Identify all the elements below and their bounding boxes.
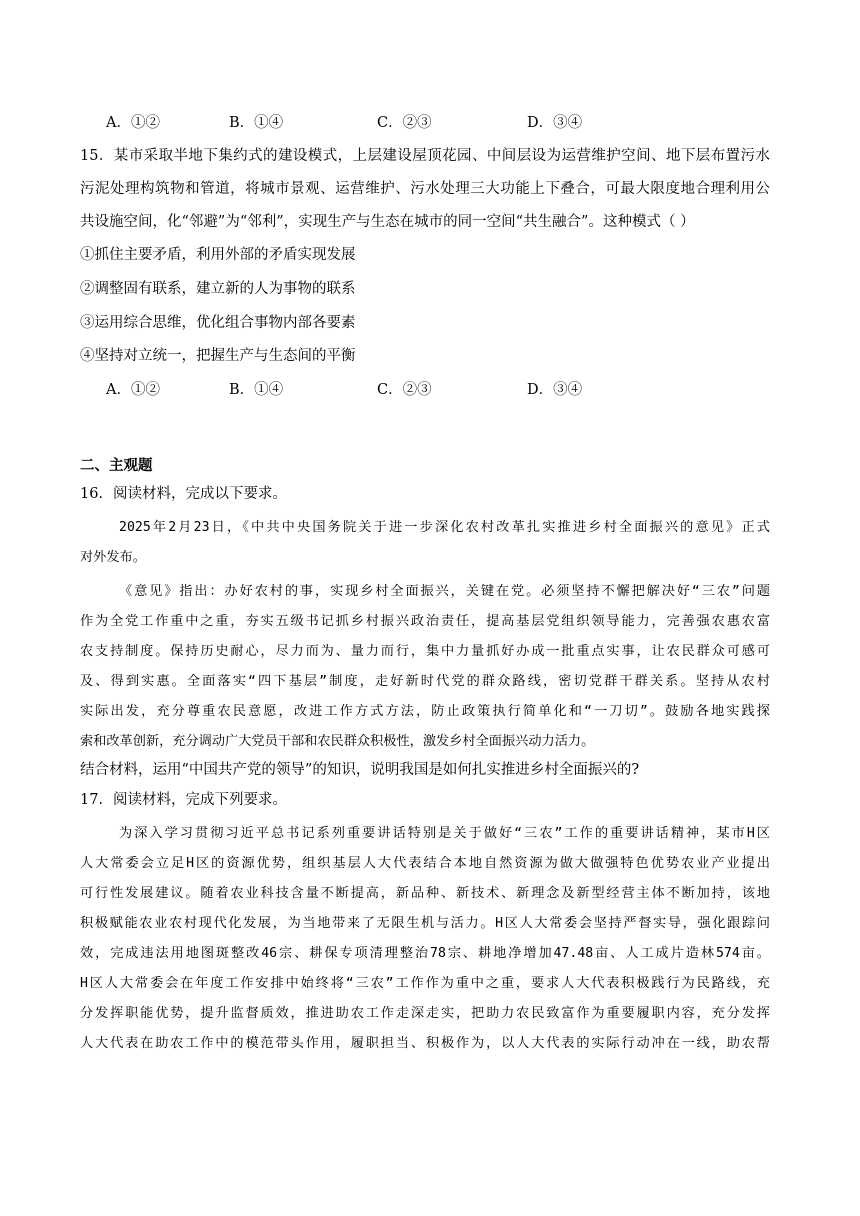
q16-para2-line-3: 农支持制度。保持历史耐心，尽力而为、量力而行，集中力量抓好办成一批重点实事，让农民群众可感可 [80, 644, 770, 659]
q15-option-d[interactable]: D．③④ [527, 382, 583, 398]
q16-question: 结合材料，运用“中国共产党的领导”的知识，说明我国是如何扎实推进乡村全面振兴的? [80, 762, 640, 778]
q15-option-b[interactable]: B．①④ [229, 382, 284, 398]
q16-para2-line-1: 《意见》指出：办好农村的事，实现乡村全面振兴，关键在党。必须坚持不懈把解决好“三农”问题 [119, 584, 770, 599]
q16-para2-line-2: 作为全党工作重中之重，夯实五级书记抓乡村振兴政治责任，提高基层党组织领导能力，完善强农惠农富 [80, 614, 770, 629]
q17-para-line-3: 可行性发展建议。随着农业科技含量不断提高，新品种、新技术、新理念及新型经营主体不断加持，该地 [80, 886, 770, 901]
q15-statement-1: ①抓住主要矛盾，利用外部的矛盾实现发展 [80, 247, 356, 263]
q17-para-line-6: H区人大常委会在年度工作安排中始终将“三农”工作作为重中之重，要求人大代表积极践行为民路线，充 [80, 976, 770, 991]
q17-para-line-8: 人大代表在助农工作中的模范带头作用，履职担当、积极作为，以人大代表的实际行动冲在一线，助农帮 [80, 1036, 770, 1051]
q16-prompt: 16．阅读材料，完成以下要求。 [80, 486, 287, 502]
q17-para-line-1: 为深入学习贯彻习近平总书记系列重要讲话特别是关于做好“三农”工作的重要讲话精神，某市H区 [119, 826, 770, 841]
q14-option-d[interactable]: D．③④ [527, 115, 583, 131]
q15-option-a[interactable]: A．①② [106, 382, 160, 398]
q16-para1-line-2: 对外发布。 [80, 550, 146, 565]
section-title: 二、主观题 [80, 457, 153, 474]
q15-statement-4: ④坚持对立统一，把握生产与生态间的平衡 [80, 348, 356, 364]
q14-option-a[interactable]: A．①② [106, 115, 160, 131]
q15-statement-2: ②调整固有联系，建立新的人为事物的联系 [80, 281, 356, 297]
q15-stem-line-3: 共设施空间，化“邻避”为“邻利”，实现生产与生态在城市的同一空间“共生融合”。这种模式（ ） [80, 214, 695, 230]
q15-statement-3: ③运用综合思维，优化组合事物内部各要素 [80, 315, 356, 331]
q17-para-line-4: 积极赋能农业农村现代化发展，为当地带来了无限生机与活力。H区人大常委会坚持严督实导，强化跟踪问 [80, 916, 770, 931]
q17-prompt: 17．阅读材料，完成下列要求。 [80, 792, 287, 808]
q16-para2-line-6: 索和改革创新，充分调动广大党员干部和农民群众积极性，激发乡村全面振兴动力活力。 [80, 734, 595, 749]
q15-stem-line-2: 污泥处理构筑物和管道，将城市景观、运营维护、污水处理三大功能上下叠合，可最大限度地合理利用公 [80, 181, 770, 197]
q14-option-c[interactable]: C．②③ [377, 115, 432, 131]
q15-option-c[interactable]: C．②③ [377, 382, 432, 398]
q16-para2-line-4: 及、得到实惠。全面落实“四下基层”制度，走好新时代党的群众路线，密切党群干群关系。坚持从农村 [80, 674, 770, 689]
q17-para-line-7: 分发挥职能优势，提升监督质效，推进助农工作走深走实，把助力农民致富作为重要履职内容，充分发挥 [80, 1006, 770, 1021]
q16-para2-line-5: 实际出发，充分尊重农民意愿，改进工作方式方法，防止政策执行简单化和“一刀切”。鼓励各地实践探 [80, 704, 770, 719]
q15-stem-line-1: 15．某市采取半地下集约式的建设模式，上层建设屋顶花园、中间层设为运营维护空间、地下层布置污水 [80, 148, 770, 164]
q16-para1-line-1: 2025年2月23日，《中共中央国务院关于进一步深化农村改革扎实推进乡村全面振兴的意见》正式 [119, 520, 770, 535]
q17-para-line-5: 效，完成违法用地图斑整改46宗、耕保专项清理整治78宗、耕地净增加47.48亩、人工成片造林574亩。 [80, 946, 770, 961]
q14-option-b[interactable]: B．①④ [229, 115, 284, 131]
q17-para-line-2: 人大常委会立足H区的资源优势，组织基层人大代表结合本地自然资源为做大做强特色优势农业产业提出 [80, 856, 770, 871]
